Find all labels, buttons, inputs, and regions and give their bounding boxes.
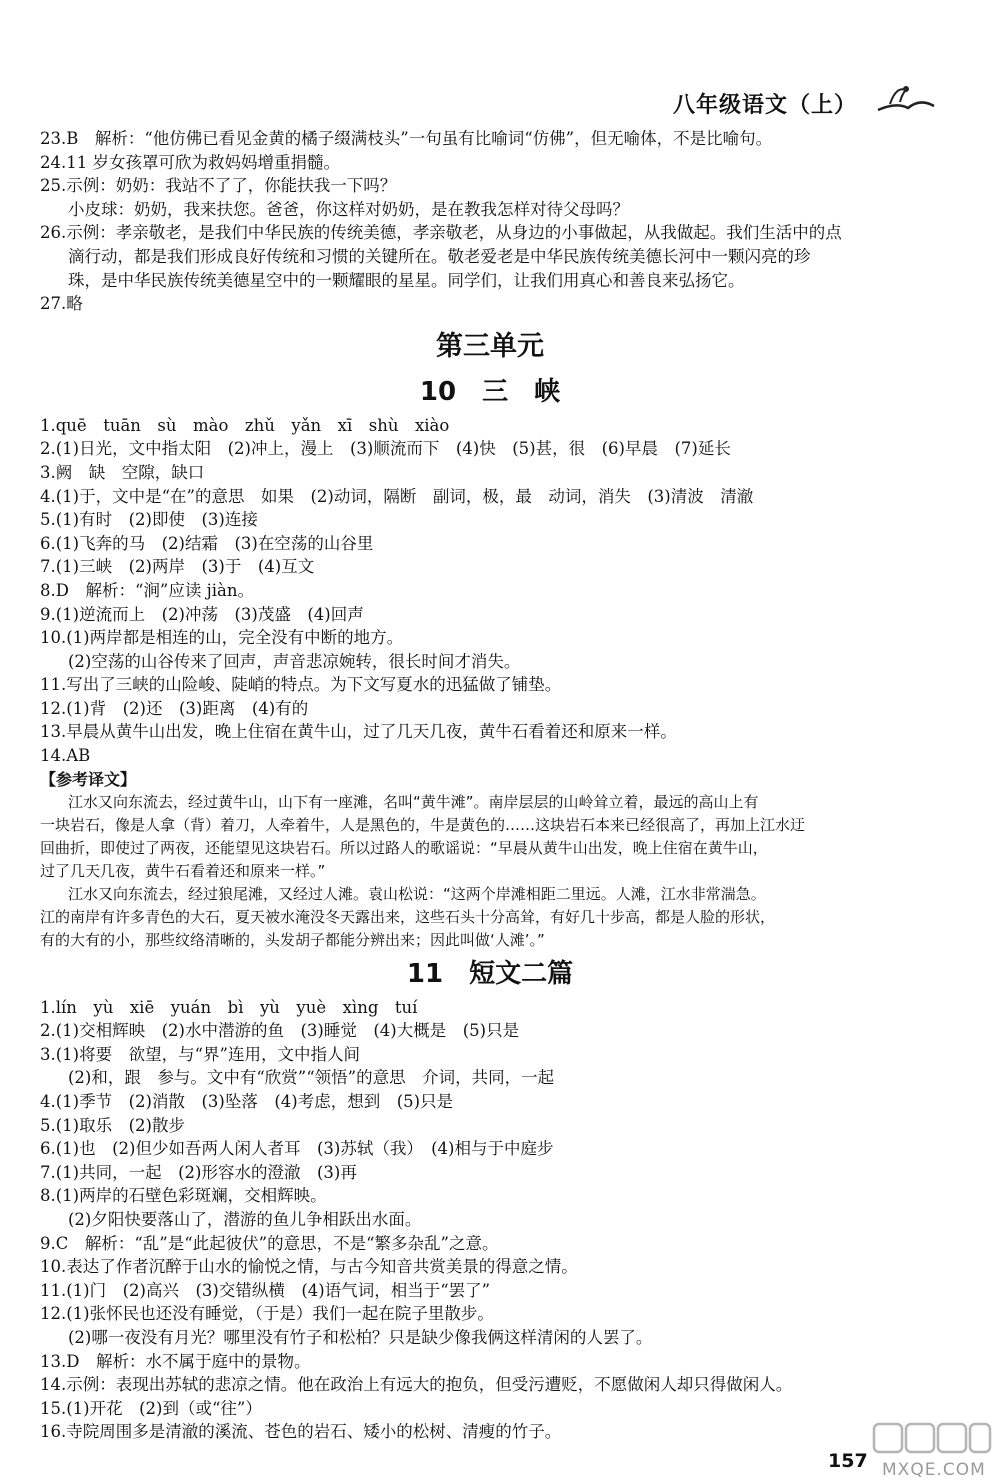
answer-line: 10.表达了作者沉醉于山水的愉悦之情，与古今知音共赏美景的得意之情。 — [40, 1257, 578, 1277]
translation-line: 江的南岸有许多青色的大石，夏天被水淹没冬天露出来，这些石头十分高耸，有好几十步高，都是人脸的形状， — [40, 907, 776, 926]
answer-line: 珠，是中华民族传统美德星空中的一颗耀眼的星星。同学们，让我们用真心和善良来弘扬它。 — [68, 270, 745, 290]
unit-title: 第三单元 — [436, 330, 544, 362]
answer-line: 3.(1)将要 欲望，与“界”连用，文中指人间 — [40, 1044, 360, 1064]
answer-line: 6.(1)也 (2)但少如吾两人闲人者耳 (3)苏轼（我） (4)相与于中庭步 — [40, 1139, 554, 1159]
answer-line: 27.略 — [40, 294, 83, 314]
lesson10-answers — [40, 414, 940, 768]
answer-line: 3.阙 缺 空隙，缺口 — [40, 462, 205, 482]
watermark-text: MXQE.COM — [882, 1460, 986, 1480]
answer-line: 11.(1)门 (2)高兴 (3)交错纵横 (4)语气词，相当于“罢了” — [40, 1280, 491, 1300]
lesson-title: 11 短文二篇 — [406, 958, 574, 989]
answer-line: 9.C 解析：“乱”是“此起彼伏”的意思，不是“繁多杂乱”之意。 — [40, 1233, 499, 1253]
translation-line: 江水又向东流去，经过狼尾滩，又经过人滩。袁山松说：“这两个岸滩相距二里远。人滩，江水非常湍急。 — [68, 884, 766, 903]
answer-line: 25.示例：奶奶：我站不了了，你能扶我一下吗？ — [40, 176, 397, 196]
answer-line: 23.B 解析：“他仿佛已看见金黄的橘子缀满枝头”一句虽有比喻词“仿佛”，但无喻体，不是比喻句。 — [40, 129, 773, 148]
answer-line: 10.(1)两岸都是相连的山，完全没有中断的地方。 — [40, 628, 404, 648]
answer-line: (2)空荡的山谷传来了回声，声音悲凉婉转，很长时间才消失。 — [68, 651, 521, 671]
reference-translation-label: 【参考译文】 — [40, 769, 137, 789]
answer-line: 24.11 岁女孩罩可欣为救妈妈增重捐髓。 — [40, 152, 340, 172]
answer-line: (2)夕阳快要落山了，潜游的鱼儿争相跃出水面。 — [68, 1210, 422, 1229]
reference-translation — [40, 791, 940, 952]
translation-line: 回曲折，即使过了两夜，还能望见这块岩石。所以过路人的歌谣说：“早晨从黄牛山出发，晚上住宿在黄牛山， — [40, 838, 768, 857]
answer-line: 15.(1)开花 (2)到（或“往”） — [40, 1398, 262, 1418]
answer-line: 9.(1)逆流而上 (2)冲荡 (3)茂盛 (4)回声 — [40, 604, 364, 624]
answer-line: (2)和，跟 参与。文中有“欣赏”“领悟”的意思 介词，共同，一起 — [68, 1068, 555, 1088]
answer-line: 13.早晨从黄牛山出发，晚上住宿在黄牛山，过了几天几夜，黄牛石看着还和原来一样。 — [40, 722, 677, 742]
answer-line: 13.D 解析：水不属于庭中的景物。 — [40, 1351, 311, 1371]
answer-line: 5.(1)有时 (2)即使 (3)连接 — [40, 510, 258, 530]
answer-line: 7.(1)三峡 (2)两岸 (3)于 (4)互文 — [40, 557, 315, 577]
answer-line: 26.示例：孝亲敬老，是我们中华民族的传统美德，孝亲敬老，从身边的小事做起，从我做起。我们生活中的点 — [40, 223, 842, 243]
page-content — [40, 127, 940, 1444]
answer-line: 2.(1)交相辉映 (2)水中潜游的鱼 (3)睡觉 (4)大概是 (5)只是 — [40, 1021, 520, 1041]
lesson11-answers — [40, 996, 940, 1444]
translation-line: 有的大有的小，那些纹络清晰的，头发胡子都能分辨出来；因此叫做‘人滩’。” — [40, 930, 545, 949]
header-decoration-icon — [876, 80, 936, 114]
answer-line: 小皮球：奶奶，我来扶您。爸爸，你这样对奶奶，是在教我怎样对待父母吗？ — [68, 199, 629, 219]
answer-line: 6.(1)飞奔的马 (2)结霜 (3)在空荡的山谷里 — [40, 533, 374, 553]
running-header: 八年级语文（上） — [673, 93, 858, 118]
answer-line: 14.AB — [40, 746, 91, 766]
answer-line: 8.(1)两岸的石壁色彩斑斓，交相辉映。 — [40, 1186, 327, 1206]
answer-line: 1.quē tuān sù mào zhǔ yǎn xī shù xiào — [40, 415, 450, 435]
answer-line: 16.寺院周围多是清澈的溪流、苍色的岩石、矮小的松树、清瘦的竹子。 — [40, 1422, 562, 1442]
answer-line: 滴行动，都是我们形成良好传统和习惯的关键所在。敬老爱老是中华民族传统美德长河中一颗闪亮的珍 — [68, 246, 811, 266]
answer-line: 4.(1)季节 (2)消散 (3)坠落 (4)考虑，想到 (5)只是 — [40, 1092, 454, 1112]
answer-line: 7.(1)共同，一起 (2)形容水的澄澈 (3)再 — [40, 1162, 357, 1182]
page-number: 157 — [828, 1450, 868, 1472]
answer-line: 1.lín yù xiē yuán bì yù yuè xìng tuí — [40, 997, 418, 1017]
answer-line: 11.写出了三峡的山险峻、陡峭的特点。为下文写夏水的迅猛做了铺垫。 — [40, 675, 562, 695]
answer-line: 2.(1)日光，文中指太阳 (2)冲上，漫上 (3)顺流而下 (4)快 (5)甚，很 (6)早晨 (7)延长 — [40, 439, 731, 459]
answer-line: (2)哪一夜没有月光？哪里没有竹子和松柏？只是缺少像我俩这样清闲的人罢了。 — [68, 1327, 653, 1347]
answer-line: 8.D 解析：“涧”应读 jiàn。 — [40, 580, 254, 600]
translation-line: 一块岩石，像是人拿（背）着刀，人牵着牛，人是黑色的，牛是黄色的……这块岩石本来已经很高了，再加上江水迂 — [40, 815, 806, 834]
answer-line: 14.示例：表现出苏轼的悲凉之情。他在政治上有远大的抱负，但受污遭贬，不愿做闲人却只得做闲人。 — [40, 1375, 793, 1395]
lesson-title: 10 三 峡 — [419, 376, 561, 407]
watermark-logo-icon — [872, 1418, 992, 1462]
answer-line: 12.(1)张怀民也还没有睡觉，（于是）我们一起在院子里散步。 — [40, 1304, 494, 1324]
answer-line: 4.(1)于，文中是“在”的意思 如果 (2)动词，隔断 副词，极，最 动词，消失 (3)清波 清澈 — [40, 486, 754, 506]
answer-line: 12.(1)背 (2)还 (3)距离 (4)有的 — [40, 698, 309, 718]
translation-line: 过了几天几夜，黄牛石看着还和原来一样。” — [40, 861, 326, 880]
intro-answers — [40, 127, 940, 316]
translation-line: 江水又向东流去，经过黄牛山，山下有一座滩，名叫“黄牛滩”。南岸层层的山岭耸立着，最远的高山上有 — [68, 792, 759, 811]
answer-line: 5.(1)取乐 (2)散步 — [40, 1115, 185, 1135]
